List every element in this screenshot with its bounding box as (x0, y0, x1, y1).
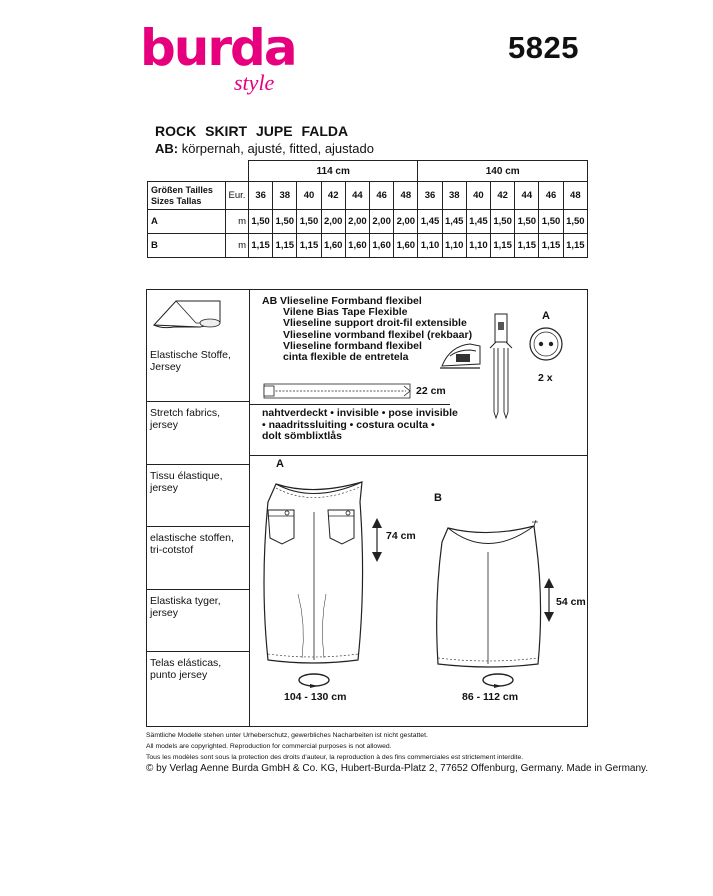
brand-sub: style (234, 70, 275, 95)
width-140-head: 140 cm (418, 161, 588, 182)
view-a-hem: 104 - 130 cm (284, 691, 347, 703)
button-quantity: 2 x (538, 372, 553, 384)
size-table (147, 160, 588, 258)
size-cell: 40 (297, 182, 321, 210)
row-unit-b: m (226, 234, 249, 258)
zipper-notion (262, 408, 458, 443)
yardage-cell: 1,15 (297, 234, 321, 258)
hem-circumference-icon (480, 670, 516, 690)
yardage-cell: 2,00 (370, 210, 394, 234)
twin-needle-icon (486, 308, 516, 420)
footer-line: Sämtliche Modelle stehen unter Urheberschutz, gewerbliches Nacharbeiten ist nicht gestattet. (146, 732, 428, 739)
length-arrow-icon (542, 576, 556, 624)
size-cell: 40 (466, 182, 490, 210)
fabric-roll-icon (150, 295, 222, 331)
row-label-b: B (148, 234, 226, 258)
divider (146, 589, 249, 590)
footer-line: All models are copyrighted. Reproduction for commercial purposes is not allowed. (146, 743, 392, 750)
iron-icon (436, 336, 486, 376)
size-cell: 44 (515, 182, 539, 210)
fabric-de: Elastische Stoffe, Jersey (150, 349, 231, 373)
zipper-line: nahtverdeckt • invisible • pose invisible (262, 407, 458, 419)
width-114-head: 114 cm (249, 161, 418, 182)
yardage-cell: 1,50 (297, 210, 321, 234)
yardage-cell: 2,00 (345, 210, 369, 234)
size-label-2: Sizes Tallas (151, 195, 202, 206)
eur-label: Eur. (226, 182, 249, 210)
size-cell: 38 (442, 182, 466, 210)
fabric-sv: Elastiska tyger, jersey (150, 595, 221, 619)
zipper-line: dolt sömblixtlås (262, 430, 342, 442)
size-cell: 42 (491, 182, 515, 210)
yardage-cell: 1,60 (321, 234, 345, 258)
copyright-footer (146, 730, 648, 774)
zipper-icon (262, 380, 412, 402)
fabric-nl: elastische stoffen, tri-cotstof (150, 532, 234, 556)
size-cell: 36 (418, 182, 442, 210)
divider (250, 455, 588, 456)
footer-publisher: © by Verlag Aenne Burda GmbH & Co. KG, Hubert-Burda-Platz 2, 77652 Offenburg, Germany. Made in Germany. (146, 763, 649, 774)
zipper-line: • naadritssluiting • costura oculta • (262, 418, 435, 431)
yardage-cell: 2,00 (321, 210, 345, 234)
divider (250, 404, 450, 405)
view-b-hem: 86 - 112 cm (462, 691, 519, 703)
hem-circumference-icon (296, 670, 332, 690)
yardage-cell: 1,50 (563, 210, 587, 234)
tape-line: Vlieseline formband flexibel (283, 339, 422, 352)
tape-line: Vlieseline Formband flexibel (280, 295, 422, 307)
yardage-cell: 1,15 (515, 234, 539, 258)
yardage-cell: 1,50 (515, 210, 539, 234)
tape-line: Vlieseline support droit-fil extensible (283, 317, 467, 330)
yardage-cell: 1,60 (345, 234, 369, 258)
size-cell: 36 (249, 182, 273, 210)
size-cell: 38 (273, 182, 297, 210)
row-label-a: A (148, 210, 226, 234)
fabric-fr: Tissu élastique, jersey (150, 470, 223, 494)
yardage-cell: 1,15 (563, 234, 587, 258)
tape-line: Vlieseline vormband flexibel (rekbaar) (283, 328, 473, 341)
zipper-length: 22 cm (416, 385, 446, 397)
yardage-cell: 1,10 (466, 234, 490, 258)
fit-text: körpernah, ajusté, fitted, ajustado (181, 141, 374, 156)
size-cell: 46 (370, 182, 394, 210)
size-cell: 48 (394, 182, 418, 210)
fabric-column (146, 289, 250, 727)
size-cell: 46 (539, 182, 563, 210)
view-a-length: 74 cm (386, 530, 416, 542)
divider (146, 651, 249, 652)
length-arrow-icon (370, 516, 384, 564)
fit-prefix: AB: (155, 141, 179, 156)
row-unit-a: m (226, 210, 249, 234)
yardage-cell: 1,15 (273, 234, 297, 258)
yardage-cell: 1,50 (249, 210, 273, 234)
yardage-cell: 1,10 (442, 234, 466, 258)
divider (146, 464, 249, 465)
size-cell: 44 (345, 182, 369, 210)
button-view-label: A (542, 310, 550, 322)
tape-line: cinta flexible de entretela (283, 351, 409, 364)
skirt-a-drawing (258, 474, 368, 674)
divider (146, 401, 249, 402)
yardage-cell: 1,45 (466, 210, 490, 234)
notion-view-label: AB (262, 295, 278, 307)
pattern-number: 5825 (508, 30, 579, 65)
yardage-cell: 1,60 (370, 234, 394, 258)
view-a-label: A (276, 458, 284, 470)
yardage-cell: 1,50 (273, 210, 297, 234)
yardage-cell: 1,15 (491, 234, 515, 258)
burda-logo (140, 19, 296, 95)
yardage-cell: 1,50 (539, 210, 563, 234)
yardage-cell: 1,50 (491, 210, 515, 234)
yardage-cell: 1,10 (418, 234, 442, 258)
divider (146, 526, 249, 527)
view-b-length: 54 cm (556, 596, 586, 608)
footer-line: Tous les modèles sont sous la protection des droits d'auteur, la reproduction à des fins commerciales est strictement interdite. (146, 754, 524, 761)
yardage-cell: 2,00 (394, 210, 418, 234)
yardage-cell: 1,60 (394, 234, 418, 258)
skirt-b-drawing (432, 512, 544, 672)
yardage-cell: 1,45 (418, 210, 442, 234)
size-label-1: Größen Tailles (151, 184, 213, 195)
page-title: ROCK SKIRT JUPE FALDA (155, 123, 349, 139)
size-cell: 48 (563, 182, 587, 210)
yardage-cell: 1,45 (442, 210, 466, 234)
yardage-cell: 1,15 (539, 234, 563, 258)
fit-subtitle (155, 141, 374, 156)
yardage-cell: 1,15 (249, 234, 273, 258)
brand-wordmark: burda (140, 19, 296, 77)
size-cell: 42 (321, 182, 345, 210)
size-label-cell (148, 182, 226, 210)
button-icon (528, 326, 564, 362)
fabric-en: Stretch fabrics, jersey (150, 407, 221, 431)
tape-line: Vilene Bias Tape Flexible (283, 306, 408, 319)
fabric-es: Telas elásticas, punto jersey (150, 657, 222, 681)
view-b-label: B (434, 492, 442, 504)
